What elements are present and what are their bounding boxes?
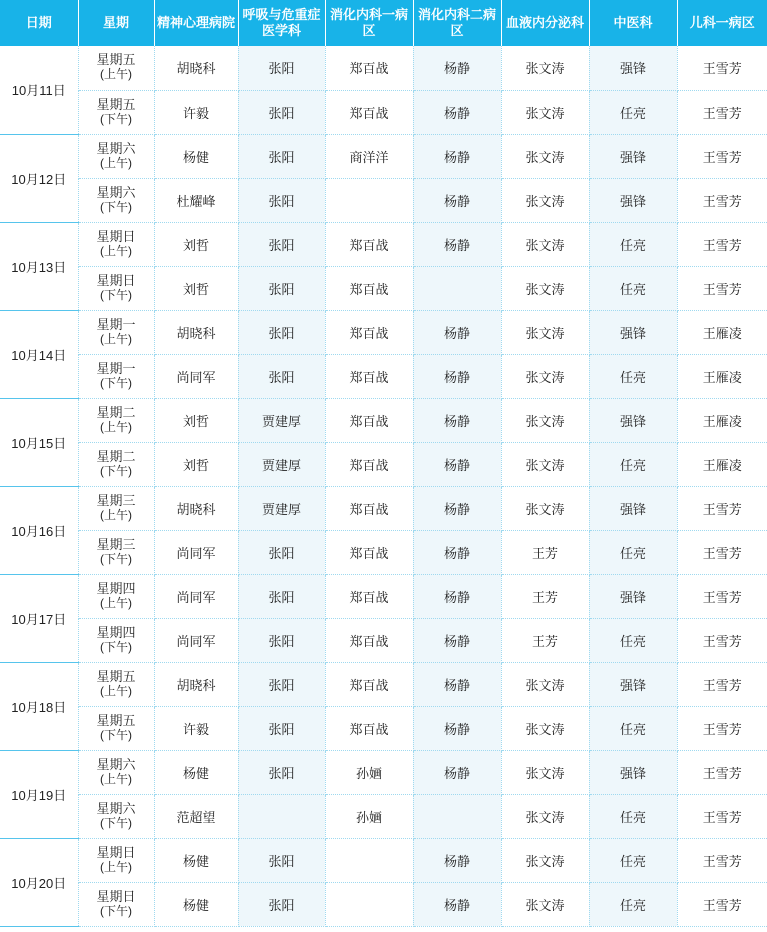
weekday-cell: [78, 266, 154, 310]
session-label: (下午): [100, 815, 132, 830]
doctor-cell: 张文涛: [501, 134, 589, 178]
doctor-cell: 胡晓科: [154, 46, 238, 90]
doctor-cell: 杨静: [413, 530, 501, 574]
table-row: [0, 46, 767, 90]
doctor-cell: 王雁凌: [677, 354, 767, 398]
doctor-cell: 张文涛: [501, 310, 589, 354]
doctor-cell: 王雪芳: [677, 662, 767, 706]
table-row: [0, 222, 767, 266]
doctor-cell: [413, 266, 501, 310]
doctor-cell: 张文涛: [501, 662, 589, 706]
doctor-cell: 郑百战: [325, 46, 413, 90]
header-dept-hematology-endocrine: 血液内分泌科: [501, 0, 589, 46]
doctor-cell: 王雪芳: [677, 574, 767, 618]
doctor-cell: 任亮: [589, 222, 677, 266]
weekday-label: 星期一: [96, 316, 136, 332]
date-cell: 10月16日: [0, 486, 78, 574]
doctor-cell: 任亮: [589, 266, 677, 310]
doctor-cell: 王雪芳: [677, 134, 767, 178]
weekday-label: 星期六: [96, 184, 136, 200]
table-row: [0, 310, 767, 354]
doctor-cell: 杨健: [154, 838, 238, 882]
table-row: [0, 794, 767, 838]
doctor-cell: 张文涛: [501, 90, 589, 134]
weekday-label: 星期五: [96, 52, 136, 68]
weekday-label: 星期二: [96, 404, 136, 420]
table-row: [0, 706, 767, 750]
doctor-cell: 强锋: [589, 662, 677, 706]
doctor-cell: 张阳: [238, 662, 325, 706]
doctor-cell: 张阳: [238, 310, 325, 354]
date-cell: 10月15日: [0, 398, 78, 486]
session-label: (下午): [100, 111, 132, 126]
doctor-cell: 孙婳: [325, 794, 413, 838]
doctor-cell: 郑百战: [325, 618, 413, 662]
doctor-cell: 许毅: [154, 90, 238, 134]
doctor-cell: 张阳: [238, 178, 325, 222]
doctor-cell: 杨静: [413, 398, 501, 442]
date-cell: 10月19日: [0, 750, 78, 838]
doctor-cell: 贾建厚: [238, 442, 325, 486]
weekday-cell: [78, 838, 154, 882]
weekday-cell: [78, 46, 154, 90]
header-dept-respiratory: 呼吸与危重症医学科: [238, 0, 325, 46]
weekday-label: 星期五: [96, 96, 136, 112]
weekday-label: 星期六: [96, 140, 136, 156]
doctor-cell: 王雪芳: [677, 486, 767, 530]
doctor-cell: 王雪芳: [677, 46, 767, 90]
doctor-cell: [238, 794, 325, 838]
doctor-cell: 范超望: [154, 794, 238, 838]
doctor-cell: 郑百战: [325, 310, 413, 354]
doctor-cell: 杨健: [154, 134, 238, 178]
doctor-cell: 张阳: [238, 222, 325, 266]
doctor-cell: 杨静: [413, 574, 501, 618]
weekday-label: 星期日: [96, 228, 136, 244]
doctor-cell: 任亮: [589, 354, 677, 398]
doctor-cell: 杨静: [413, 442, 501, 486]
weekday-cell: [78, 882, 154, 926]
doctor-cell: 刘哲: [154, 398, 238, 442]
weekday-label: 星期三: [96, 536, 136, 552]
doctor-cell: 杨静: [413, 618, 501, 662]
table-row: [0, 750, 767, 794]
doctor-cell: 张文涛: [501, 442, 589, 486]
doctor-cell: 杨健: [154, 750, 238, 794]
doctor-cell: 杨静: [413, 486, 501, 530]
weekday-label: 星期二: [96, 448, 136, 464]
doctor-cell: 王雪芳: [677, 618, 767, 662]
doctor-cell: 张文涛: [501, 222, 589, 266]
table-row: [0, 134, 767, 178]
doctor-cell: 商洋洋: [325, 134, 413, 178]
doctor-cell: 杨静: [413, 662, 501, 706]
weekday-cell: [78, 354, 154, 398]
table-row: [0, 838, 767, 882]
header-dept-gastro-1: 消化内科一病区: [325, 0, 413, 46]
doctor-cell: 强锋: [589, 46, 677, 90]
weekday-cell: [78, 134, 154, 178]
session-label: (下午): [100, 551, 132, 566]
doctor-cell: 张阳: [238, 134, 325, 178]
doctor-cell: 张文涛: [501, 486, 589, 530]
doctor-cell: 张文涛: [501, 354, 589, 398]
doctor-cell: 张阳: [238, 266, 325, 310]
header-dept-tcm: 中医科: [589, 0, 677, 46]
doctor-cell: 王雁凌: [677, 442, 767, 486]
doctor-cell: 郑百战: [325, 354, 413, 398]
table-row: [0, 618, 767, 662]
table-body: [0, 46, 767, 926]
doctor-cell: 郑百战: [325, 398, 413, 442]
doctor-cell: 杨静: [413, 882, 501, 926]
doctor-cell: [413, 794, 501, 838]
doctor-cell: 刘哲: [154, 442, 238, 486]
weekday-label: 星期日: [96, 888, 136, 904]
doctor-cell: 强锋: [589, 398, 677, 442]
doctor-cell: 王雪芳: [677, 90, 767, 134]
date-cell: 10月11日: [0, 46, 78, 134]
doctor-cell: 张阳: [238, 618, 325, 662]
doctor-cell: 杨静: [413, 178, 501, 222]
doctor-cell: 杜耀峰: [154, 178, 238, 222]
doctor-cell: 任亮: [589, 838, 677, 882]
weekday-label: 星期日: [96, 272, 136, 288]
weekday-cell: [78, 178, 154, 222]
doctor-cell: 强锋: [589, 750, 677, 794]
weekday-cell: [78, 530, 154, 574]
date-cell: 10月12日: [0, 134, 78, 222]
header-date: 日期: [0, 0, 78, 46]
weekday-cell: [78, 618, 154, 662]
table-row: [0, 486, 767, 530]
weekday-cell: [78, 90, 154, 134]
table-row: [0, 574, 767, 618]
date-cell: 10月20日: [0, 838, 78, 926]
session-label: (下午): [100, 903, 132, 918]
doctor-cell: 任亮: [589, 530, 677, 574]
doctor-cell: 尚同军: [154, 354, 238, 398]
doctor-cell: 张阳: [238, 574, 325, 618]
doctor-cell: 郑百战: [325, 530, 413, 574]
doctor-cell: 任亮: [589, 90, 677, 134]
doctor-cell: 强锋: [589, 310, 677, 354]
doctor-cell: [325, 178, 413, 222]
doctor-cell: 郑百战: [325, 222, 413, 266]
doctor-cell: 王芳: [501, 574, 589, 618]
doctor-cell: 王雁凌: [677, 398, 767, 442]
doctor-cell: 许毅: [154, 706, 238, 750]
table-row: [0, 266, 767, 310]
doctor-cell: 杨静: [413, 310, 501, 354]
weekday-label: 星期六: [96, 800, 136, 816]
doctor-cell: 杨健: [154, 882, 238, 926]
doctor-cell: 王雪芳: [677, 178, 767, 222]
doctor-cell: 张文涛: [501, 750, 589, 794]
doctor-cell: 王雪芳: [677, 530, 767, 574]
table-row: [0, 90, 767, 134]
doctor-cell: 尚同军: [154, 618, 238, 662]
doctor-cell: 孙婳: [325, 750, 413, 794]
weekday-cell: [78, 750, 154, 794]
doctor-cell: 任亮: [589, 794, 677, 838]
weekday-label: 星期日: [96, 844, 136, 860]
doctor-cell: 王雪芳: [677, 222, 767, 266]
table-header: [0, 0, 767, 46]
doctor-cell: 任亮: [589, 706, 677, 750]
doctor-cell: 杨静: [413, 706, 501, 750]
weekday-label: 星期一: [96, 360, 136, 376]
header-row: [0, 0, 767, 46]
weekday-cell: [78, 442, 154, 486]
doctor-cell: 强锋: [589, 134, 677, 178]
doctor-cell: 张文涛: [501, 838, 589, 882]
table-row: [0, 398, 767, 442]
doctor-cell: 贾建厚: [238, 398, 325, 442]
doctor-cell: 张文涛: [501, 46, 589, 90]
session-label: (下午): [100, 199, 132, 214]
doctor-cell: 王雪芳: [677, 266, 767, 310]
doctor-cell: 张阳: [238, 882, 325, 926]
session-label: (上午): [100, 155, 132, 170]
doctor-cell: 王芳: [501, 530, 589, 574]
doctor-cell: 郑百战: [325, 662, 413, 706]
doctor-cell: 强锋: [589, 178, 677, 222]
session-label: (下午): [100, 639, 132, 654]
session-label: (下午): [100, 463, 132, 478]
table-row: [0, 442, 767, 486]
doctor-cell: 王雪芳: [677, 882, 767, 926]
weekday-label: 星期四: [96, 624, 136, 640]
doctor-cell: 王雪芳: [677, 750, 767, 794]
doctor-cell: 刘哲: [154, 222, 238, 266]
doctor-cell: 张阳: [238, 354, 325, 398]
doctor-cell: 任亮: [589, 442, 677, 486]
weekday-label: 星期五: [96, 668, 136, 684]
doctor-cell: 胡晓科: [154, 486, 238, 530]
doctor-cell: 张阳: [238, 530, 325, 574]
doctor-cell: 张文涛: [501, 398, 589, 442]
table-row: [0, 530, 767, 574]
doctor-cell: 郑百战: [325, 486, 413, 530]
weekday-cell: [78, 574, 154, 618]
header-dept-psychiatry: 精神心理病院: [154, 0, 238, 46]
doctor-cell: 张阳: [238, 706, 325, 750]
weekday-cell: [78, 398, 154, 442]
doctor-cell: 郑百战: [325, 706, 413, 750]
doctor-cell: [325, 838, 413, 882]
doctor-cell: 王雁凌: [677, 310, 767, 354]
doctor-cell: 王雪芳: [677, 706, 767, 750]
header-weekday: 星期: [78, 0, 154, 46]
session-label: (上午): [100, 595, 132, 610]
weekday-label: 星期五: [96, 712, 136, 728]
weekday-label: 星期三: [96, 492, 136, 508]
doctor-cell: 张文涛: [501, 266, 589, 310]
doctor-cell: 杨静: [413, 134, 501, 178]
doctor-cell: 杨静: [413, 222, 501, 266]
doctor-cell: 郑百战: [325, 574, 413, 618]
session-label: (上午): [100, 331, 132, 346]
doctor-cell: 王芳: [501, 618, 589, 662]
table-row: [0, 882, 767, 926]
weekday-cell: [78, 706, 154, 750]
doctor-cell: 杨静: [413, 750, 501, 794]
session-label: (上午): [100, 507, 132, 522]
weekday-cell: [78, 662, 154, 706]
doctor-cell: 任亮: [589, 882, 677, 926]
doctor-cell: 强锋: [589, 486, 677, 530]
doctor-cell: 杨静: [413, 46, 501, 90]
session-label: (上午): [100, 67, 132, 82]
doctor-cell: 胡晓科: [154, 662, 238, 706]
doctor-cell: 王雪芳: [677, 794, 767, 838]
doctor-cell: [325, 882, 413, 926]
doctor-cell: 刘哲: [154, 266, 238, 310]
session-label: (上午): [100, 771, 132, 786]
doctor-cell: 尚同军: [154, 530, 238, 574]
session-label: (下午): [100, 375, 132, 390]
doctor-cell: 尚同军: [154, 574, 238, 618]
doctor-cell: 胡晓科: [154, 310, 238, 354]
session-label: (下午): [100, 727, 132, 742]
session-label: (上午): [100, 859, 132, 874]
doctor-cell: 张文涛: [501, 178, 589, 222]
date-cell: 10月18日: [0, 662, 78, 750]
date-cell: 10月13日: [0, 222, 78, 310]
doctor-cell: 贾建厚: [238, 486, 325, 530]
doctor-cell: 张阳: [238, 46, 325, 90]
doctor-cell: 杨静: [413, 354, 501, 398]
header-dept-gastro-2: 消化内科二病区: [413, 0, 501, 46]
weekday-label: 星期六: [96, 756, 136, 772]
session-label: (上午): [100, 243, 132, 258]
doctor-cell: 郑百战: [325, 90, 413, 134]
doctor-cell: 任亮: [589, 618, 677, 662]
weekday-cell: [78, 486, 154, 530]
weekday-cell: [78, 310, 154, 354]
doctor-cell: 郑百战: [325, 442, 413, 486]
doctor-cell: 张文涛: [501, 794, 589, 838]
session-label: (上午): [100, 419, 132, 434]
doctor-cell: 杨静: [413, 90, 501, 134]
doctor-cell: 强锋: [589, 574, 677, 618]
table-row: [0, 662, 767, 706]
doctor-cell: 张阳: [238, 90, 325, 134]
table-row: [0, 178, 767, 222]
date-cell: 10月14日: [0, 310, 78, 398]
date-cell: 10月17日: [0, 574, 78, 662]
table-row: [0, 354, 767, 398]
doctor-cell: 王雪芳: [677, 838, 767, 882]
doctor-cell: 郑百战: [325, 266, 413, 310]
doctor-cell: 杨静: [413, 838, 501, 882]
doctor-cell: 张阳: [238, 750, 325, 794]
weekday-cell: [78, 794, 154, 838]
doctor-cell: 张文涛: [501, 706, 589, 750]
doctor-cell: 张阳: [238, 838, 325, 882]
weekday-cell: [78, 222, 154, 266]
session-label: (下午): [100, 287, 132, 302]
doctor-cell: 张文涛: [501, 882, 589, 926]
session-label: (上午): [100, 683, 132, 698]
header-dept-pediatrics-1: 儿科一病区: [677, 0, 767, 46]
weekday-label: 星期四: [96, 580, 136, 596]
